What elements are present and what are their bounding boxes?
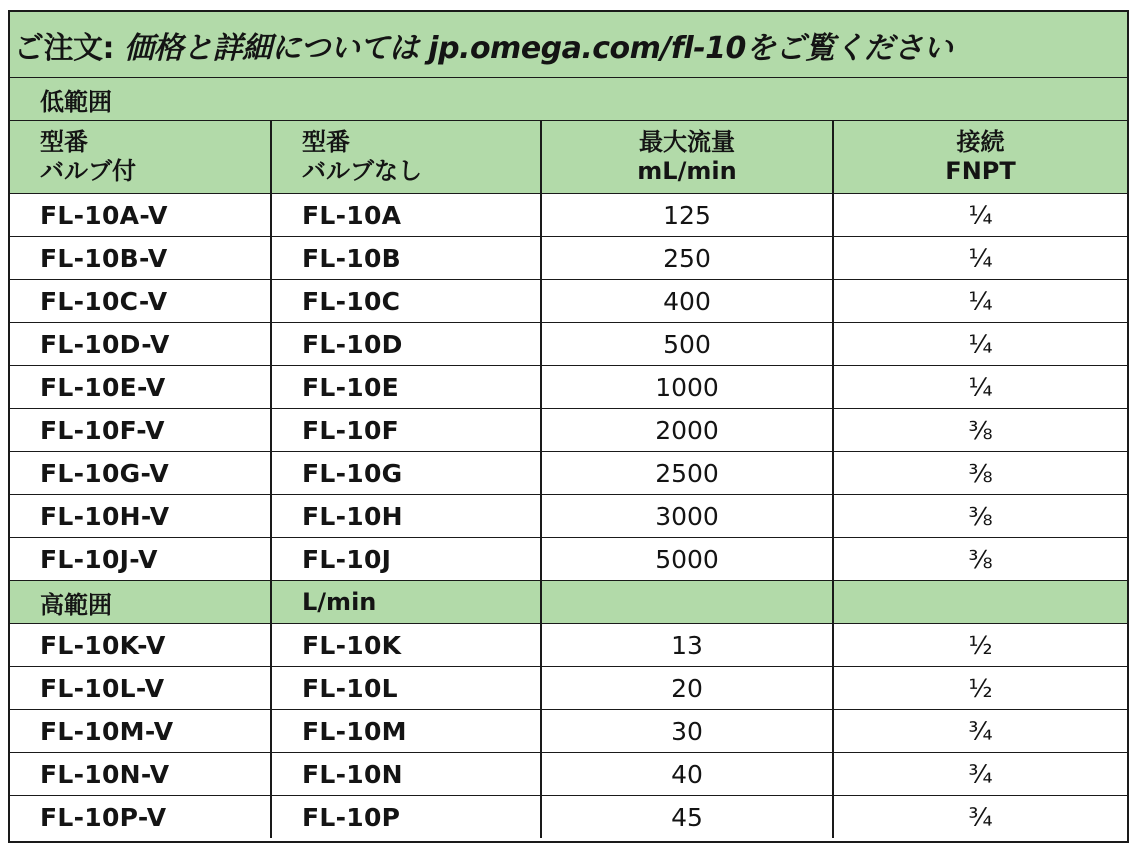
max-flow-value: 5000 <box>541 538 833 581</box>
max-flow-value: 2500 <box>541 452 833 495</box>
table-row <box>10 495 1127 538</box>
header-connection <box>833 121 1127 194</box>
table-row <box>10 280 1127 323</box>
header-max-flow <box>541 121 833 194</box>
connection-size: ⅜ <box>833 538 1127 581</box>
connection-size: ¼ <box>833 366 1127 409</box>
connection-size: ¼ <box>833 237 1127 280</box>
table-row <box>10 710 1127 753</box>
max-flow-value: 13 <box>541 624 833 667</box>
connection-size: ⅜ <box>833 452 1127 495</box>
model-with-valve: FL-10H-V <box>10 495 271 538</box>
model-without-valve: FL-10J <box>271 538 541 581</box>
max-flow-value: 20 <box>541 667 833 710</box>
high-range-row <box>10 581 1127 624</box>
title-text: 価格と詳細については jp.omega.com/fl-10をご覧ください <box>114 30 953 66</box>
title-row <box>10 12 1127 78</box>
model-with-valve: FL-10M-V <box>10 710 271 753</box>
model-without-valve: FL-10H <box>271 495 541 538</box>
model-with-valve: FL-10E-V <box>10 366 271 409</box>
model-with-valve: FL-10C-V <box>10 280 271 323</box>
connection-size: ⅜ <box>833 495 1127 538</box>
connection-size: ⅜ <box>833 409 1127 452</box>
model-without-valve: FL-10E <box>271 366 541 409</box>
max-flow-value: 1000 <box>541 366 833 409</box>
max-flow-value: 3000 <box>541 495 833 538</box>
high-range-unit: L/min <box>271 581 541 624</box>
model-without-valve: FL-10C <box>271 280 541 323</box>
table-title <box>10 12 1127 78</box>
header-with-valve-line2: バルブ付 <box>40 157 136 185</box>
model-with-valve: FL-10A-V <box>10 194 271 237</box>
model-with-valve: FL-10K-V <box>10 624 271 667</box>
max-flow-value: 45 <box>541 796 833 839</box>
table-row <box>10 323 1127 366</box>
header-without-valve-line1: 型番 <box>302 128 350 157</box>
low-range-label: 低範囲 <box>10 78 1127 121</box>
model-with-valve: FL-10P-V <box>10 796 271 839</box>
high-range-empty-cell <box>541 581 833 624</box>
high-range-empty-cell <box>833 581 1127 624</box>
table-row <box>10 753 1127 796</box>
model-with-valve: FL-10N-V <box>10 753 271 796</box>
title-lead: ご注文: <box>14 30 114 66</box>
model-without-valve: FL-10P <box>271 796 541 839</box>
high-range-label: 高範囲 <box>10 581 271 624</box>
model-without-valve: FL-10N <box>271 753 541 796</box>
table-row <box>10 194 1127 237</box>
header-without-valve <box>271 121 541 194</box>
header-max-flow-line1: 最大流量 <box>639 128 735 157</box>
max-flow-value: 500 <box>541 323 833 366</box>
header-max-flow-line2: mL/min <box>637 157 737 185</box>
header-connection-line1: 接続 <box>956 128 1005 157</box>
connection-size: ¼ <box>833 280 1127 323</box>
model-without-valve: FL-10M <box>271 710 541 753</box>
header-without-valve-line2: バルブなし <box>302 157 422 185</box>
model-without-valve: FL-10F <box>271 409 541 452</box>
table-row <box>10 667 1127 710</box>
table-row <box>10 624 1127 667</box>
flowmeter-order-table <box>10 12 1127 838</box>
table-row <box>10 452 1127 495</box>
model-without-valve: FL-10G <box>271 452 541 495</box>
max-flow-value: 2000 <box>541 409 833 452</box>
connection-size: ¾ <box>833 753 1127 796</box>
model-with-valve: FL-10D-V <box>10 323 271 366</box>
table-row <box>10 538 1127 581</box>
model-with-valve: FL-10J-V <box>10 538 271 581</box>
max-flow-value: 400 <box>541 280 833 323</box>
model-without-valve: FL-10K <box>271 624 541 667</box>
model-without-valve: FL-10L <box>271 667 541 710</box>
connection-size: ½ <box>833 667 1127 710</box>
model-without-valve: FL-10D <box>271 323 541 366</box>
order-table-frame <box>8 10 1129 843</box>
model-with-valve: FL-10G-V <box>10 452 271 495</box>
header-with-valve <box>10 121 271 194</box>
max-flow-value: 125 <box>541 194 833 237</box>
low-range-row <box>10 78 1127 121</box>
table-row <box>10 409 1127 452</box>
model-with-valve: FL-10L-V <box>10 667 271 710</box>
max-flow-value: 40 <box>541 753 833 796</box>
header-connection-line2: FNPT <box>945 157 1016 185</box>
connection-size: ¾ <box>833 796 1127 839</box>
model-with-valve: FL-10B-V <box>10 237 271 280</box>
max-flow-value: 30 <box>541 710 833 753</box>
model-without-valve: FL-10B <box>271 237 541 280</box>
max-flow-value: 250 <box>541 237 833 280</box>
connection-size: ¾ <box>833 710 1127 753</box>
table-row <box>10 366 1127 409</box>
model-with-valve: FL-10F-V <box>10 409 271 452</box>
connection-size: ¼ <box>833 194 1127 237</box>
connection-size: ¼ <box>833 323 1127 366</box>
connection-size: ½ <box>833 624 1127 667</box>
column-header-row <box>10 121 1127 194</box>
header-with-valve-line1: 型番 <box>40 128 88 157</box>
model-without-valve: FL-10A <box>271 194 541 237</box>
table-row <box>10 237 1127 280</box>
table-row <box>10 796 1127 839</box>
